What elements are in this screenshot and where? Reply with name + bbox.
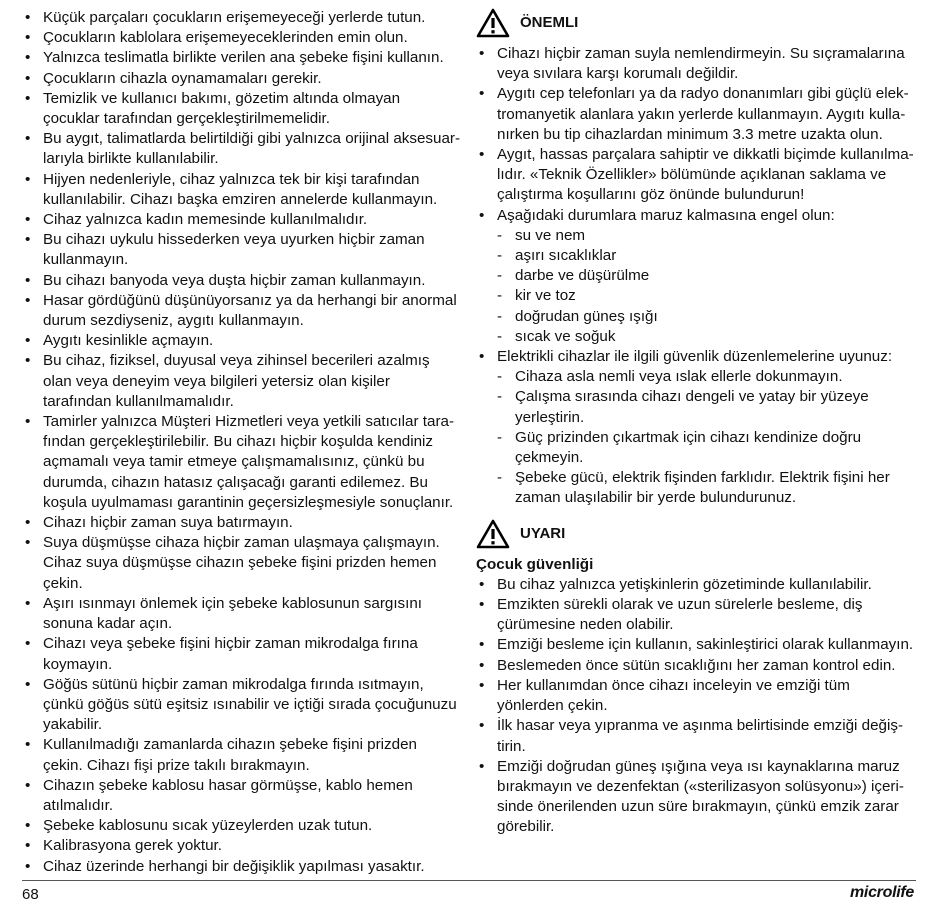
list-item: • Her kullanımdan önce cihazı inceleyin ve emziği tüm yönlerden çekin. (476, 676, 916, 716)
list-item: • Hasar gördüğünü düşünüyorsanız ya da herhangi bir anormal durum sezdiyseniz, aygıtı kullanmayın. (22, 291, 460, 331)
dash-item: - Çalışma sırasında cihazı dengeli ve yatay bir yüzeye yerleştirin. (476, 387, 916, 427)
electrical-item (476, 347, 916, 509)
exposure-item (476, 206, 916, 347)
dash-item: - darbe ve düşürülme (476, 266, 916, 286)
list-item: • Cihaz yalnızca kadın memesinde kullanılmalıdır. (22, 210, 460, 230)
brand-logo: microlife (850, 884, 914, 901)
list-item: • Bu aygıt, talimatlarda belirtildiği gibi yalnızca orijinal aksesuarlarıyla birlikte kullanılabilir. (22, 129, 460, 169)
exposure-intro: Aşağıdaki durumlara maruz kalmasına engel olun: (497, 206, 835, 224)
safety-list (22, 8, 460, 877)
warning-heading (476, 519, 916, 549)
warning-heading-text: UYARI (520, 524, 566, 542)
list-item: • İlk hasar veya yıpranma ve aşınma belirtisinde emziği değiştirin. (476, 716, 916, 756)
list-item: • Suya düşmüşse cihaza hiçbir zaman ulaşmaya çalışmayın. Cihaz suya düşmüşse cihazın şebeke fişini prizden hemen çekin. (22, 533, 460, 594)
list-item: • Küçük parçaları çocukların erişemeyeceği yerlerde tutun. (22, 8, 460, 28)
dash-item: - sıcak ve soğuk (476, 327, 916, 347)
list-item: • Emziği doğrudan güneş ışığına veya ısı kaynaklarına maruz bırakmayın ve dezenfektan («sterilizasyon solüsyonu») içerisinde önerilenden uzun süre bırakmayın, çünkü emzik zarar görebilir. (476, 757, 916, 838)
electrical-list (476, 367, 916, 508)
list-item: • Bu cihaz yalnızca yetişkinlerin gözetiminde kullanılabilir. (476, 575, 916, 595)
list-item: • Emziği besleme için kullanın, sakinleştirici olarak kullanmayın. (476, 635, 916, 655)
dash-item: - aşırı sıcaklıklar (476, 246, 916, 266)
list-item: • Aygıt, hassas parçalara sahiptir ve dikkatli biçimde kullanılmalıdır. «Teknik Özellikler» bölümünde açıklanan saklama ve çalıştırma koşullarını göz önünde bulundurun! (476, 145, 916, 206)
list-item: • Aşırı ısınmayı önlemek için şebeke kablosunun sargısını sonuna kadar açın. (22, 594, 460, 634)
dash-item: - doğrudan güneş ışığı (476, 307, 916, 327)
child-safety-subheading: Çocuk güvenliği (476, 555, 594, 573)
dash-item: - Güç prizinden çıkartmak için cihazı kendinize doğru çekmeyin. (476, 428, 916, 468)
page-number: 68 (22, 886, 39, 903)
list-item: • Çocukların cihazla oynamamaları gerekir. (22, 69, 460, 89)
list-item: • Cihazın şebeke kablosu hasar görmüşse, kablo hemen atılmalıdır. (22, 776, 460, 816)
list-item: • Aygıtı cep telefonları ya da radyo donanımları gibi güçlü elektromanyetik alanlara yakın yerlerde kullanmayın. Aygıtı kullanırken bu tip cihazlardan minimum 3.3 metre uzakta olun. (476, 84, 916, 145)
list-item: • Bu cihazı uykulu hissederken veya uyurken hiçbir zaman kullanmayın. (22, 230, 460, 270)
exposure-list (476, 226, 916, 347)
dash-item: - su ve nem (476, 226, 916, 246)
warning-list (476, 575, 916, 838)
important-heading-text: ÖNEMLI (520, 13, 579, 31)
list-item: • Emzikten sürekli olarak ve uzun sürelerle besleme, diş çürümesine neden olabilir. (476, 595, 916, 635)
right-column (476, 8, 916, 838)
footer-divider (22, 880, 916, 881)
list-item: • Bu cihazı banyoda veya duşta hiçbir zaman kullanmayın. (22, 271, 460, 291)
list-item: • Aygıtı kesinlikle açmayın. (22, 331, 460, 351)
electrical-intro: Elektrikli cihazlar ile ilgili güvenlik düzenlemelerine uyunuz: (497, 348, 893, 366)
list-item: • Cihaz üzerinde herhangi bir değişiklik yapılması yasaktır. (22, 857, 460, 877)
list-item: • Bu cihaz, fiziksel, duyusal veya zihinsel becerileri azalmış olan veya deneyim veya bilgileri yetersiz olan kişiler tarafından kullanılmamalıdır. (22, 351, 460, 412)
list-item: • Çocukların kablolara erişemeyeceklerinden emin olun. (22, 28, 460, 48)
dash-item: - kir ve toz (476, 286, 916, 306)
list-item: • Kalibrasyona gerek yoktur. (22, 836, 460, 856)
list-item: • Hijyen nedenleriyle, cihaz yalnızca tek bir kişi tarafından kullanılabilir. Cihazı başka emziren annelerde kullanmayın. (22, 170, 460, 210)
warning-triangle-icon (476, 519, 510, 549)
warning-triangle-icon (476, 8, 510, 38)
list-item: • Temizlik ve kullanıcı bakımı, gözetim altında olmayan çocuklar tarafından gerçekleştirilmemelidir. (22, 89, 460, 129)
list-item: • Cihazı veya şebeke fişini hiçbir zaman mikrodalga fırına koymayın. (22, 634, 460, 674)
list-item: • Şebeke kablosunu sıcak yüzeylerden uzak tutun. (22, 816, 460, 836)
list-item: • Cihazı hiçbir zaman suya batırmayın. (22, 513, 460, 533)
list-item: • Beslemeden önce sütün sıcaklığını her zaman kontrol edin. (476, 656, 916, 676)
left-column (22, 8, 460, 877)
list-item: • Tamirler yalnızca Müşteri Hizmetleri veya yetkili satıcılar tarafından gerçekleştirilebilir. Bu cihazı hiçbir koşulda kendiniz açmamalı veya tamir etmeye çalışmamalısınız, çünkü bu durumda, cihazın hatasız çalışacağı garanti edilemez. Bu koşula uyulmaması garantinin geçersizleşmesiyle sonuçlanır. (22, 412, 460, 513)
important-list (476, 44, 916, 509)
important-heading (476, 8, 916, 38)
list-item: • Kullanılmadığı zamanlarda cihazın şebeke fişini prizden çekin. Cihazı fişi prize takılı bırakmayın. (22, 735, 460, 775)
dash-item: - Şebeke gücü, elektrik fişinden farklıdır. Elektrik fişini her zaman ulaşılabilir bir yerde bulundurunuz. (476, 468, 916, 508)
list-item: • Yalnızca teslimatla birlikte verilen ana şebeke fişini kullanın. (22, 48, 460, 68)
list-item: • Cihazı hiçbir zaman suyla nemlendirmeyin. Su sıçramalarına veya sıvılara karşı korumalı değildir. (476, 44, 916, 84)
dash-item: - Cihaza asla nemli veya ıslak ellerle dokunmayın. (476, 367, 916, 387)
list-item: • Göğüs sütünü hiçbir zaman mikrodalga fırında ısıtmayın, çünkü göğüs sütü eşitsiz ısınabilir ve içtiği sırada çocuğunuzu yakabilir. (22, 675, 460, 736)
